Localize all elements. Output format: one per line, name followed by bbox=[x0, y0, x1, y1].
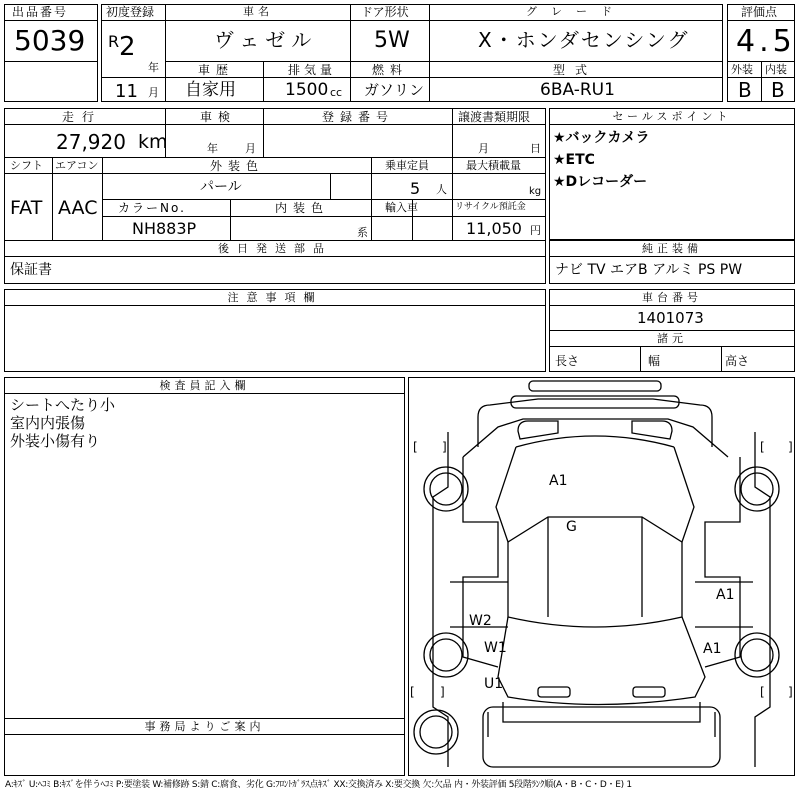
door-label: ドア形状 bbox=[361, 5, 409, 19]
equipment-label: 純正装備 bbox=[642, 242, 702, 255]
reg-month: 11 bbox=[115, 81, 138, 102]
shaken-label: 車検 bbox=[200, 110, 237, 124]
inspector-label: 検査員記入欄 bbox=[159, 379, 250, 392]
grade-label: グレード bbox=[526, 5, 626, 18]
recycle-unit: 円 bbox=[530, 224, 541, 237]
legend: A:ｷｽﾞ U:ﾍｺﾐ B:ｷｽﾞを伴うﾍｺﾐ P:要塗装 W:補修跡 S:錆 C:腐食、劣化 G:ﾌﾛﾝﾄｶﾞﾗｽ点ｷｽﾞ XX:交換済み X:要交換 欠:欠品 内・外装評価 5段階ﾗﾝｸ順(A・B・C・D・E) 1 bbox=[5, 780, 632, 790]
notes-label: 注意事項欄 bbox=[227, 291, 323, 304]
ac-label: エアコン bbox=[55, 159, 99, 172]
lot-number: 5039 bbox=[14, 24, 86, 57]
diagram-bracket: ] bbox=[440, 685, 445, 699]
int-color-kei: 系 bbox=[357, 226, 368, 239]
later-parts-label: 後日発送部品 bbox=[218, 242, 332, 255]
history-row bbox=[165, 61, 723, 102]
car-name: ヴェゼル bbox=[214, 28, 318, 52]
displacement-unit: cc bbox=[330, 86, 343, 99]
regno-label: 登録番号 bbox=[322, 110, 395, 124]
diagram-bracket: ] bbox=[442, 440, 447, 454]
shaken-tsuki: 月 bbox=[245, 142, 256, 155]
load-label: 最大積載量 bbox=[466, 159, 521, 172]
inspector-line: シートへたり小 bbox=[10, 396, 116, 414]
damage-mark: A1 bbox=[716, 587, 735, 603]
exterior-label: 外装 bbox=[731, 63, 753, 76]
equipment-value: ナビ TV エアB アルミ PS PW bbox=[555, 262, 743, 278]
sales-item: ★ETC bbox=[553, 152, 595, 168]
car-label: 車名 bbox=[243, 5, 273, 18]
fuel-value: ガソリン bbox=[364, 81, 425, 99]
shaken-nen: 年 bbox=[207, 142, 218, 155]
diagram-bracket: [ bbox=[760, 685, 765, 699]
spec-height: 高さ bbox=[725, 354, 750, 368]
score-label: 評価点 bbox=[741, 5, 778, 19]
mileage-value: 27,920 bbox=[56, 130, 126, 154]
color-value: パール bbox=[200, 179, 242, 195]
sales-item: ★Dレコーダー bbox=[553, 174, 648, 190]
later-parts-value: 保証書 bbox=[10, 262, 52, 278]
capacity-value: 5 bbox=[410, 179, 421, 198]
inspector-line: 外装小傷有り bbox=[10, 432, 101, 450]
color-no-label: カラーNo. bbox=[118, 201, 186, 215]
exterior-score: B bbox=[738, 78, 752, 102]
interior-label: 内装 bbox=[765, 63, 787, 76]
damage-mark: G bbox=[566, 519, 577, 535]
damage-mark: A1 bbox=[703, 641, 722, 657]
model-label: 型式 bbox=[553, 63, 598, 77]
door-type: 5W bbox=[374, 28, 410, 53]
damage-mark: U1 bbox=[484, 676, 504, 692]
history-value: 自家用 bbox=[185, 80, 236, 100]
inspector-line: 室内内張傷 bbox=[10, 414, 86, 432]
diagram-bracket: ] bbox=[788, 685, 793, 699]
capacity-label: 乗車定員 bbox=[385, 159, 429, 172]
sales-label: セールスポイント bbox=[612, 110, 732, 123]
grade-value: X・ホンダセンシング bbox=[478, 28, 690, 52]
shift-value: FAT bbox=[10, 197, 43, 219]
diagram-bracket: [ bbox=[410, 685, 415, 699]
interior-score: B bbox=[771, 78, 785, 102]
transfer-label: 譲渡書類期限 bbox=[458, 110, 531, 124]
displacement-label: 排気量 bbox=[288, 63, 337, 77]
model-value: 6BA-RU1 bbox=[540, 80, 615, 100]
int-color-label: 内装色 bbox=[275, 201, 330, 215]
reg-tsuki: 月 bbox=[148, 86, 159, 99]
spec-width: 幅 bbox=[648, 354, 661, 368]
recycle-label: リサイクル預託金 bbox=[455, 202, 526, 212]
history-label: 車歴 bbox=[198, 63, 235, 77]
sales-item: ★バックカメラ bbox=[553, 130, 650, 146]
mileage-unit: km bbox=[138, 131, 168, 153]
reg-nen: 年 bbox=[148, 61, 159, 74]
car-diagram bbox=[408, 377, 795, 776]
diagram-bracket: ] bbox=[788, 440, 793, 454]
damage-mark: W1 bbox=[484, 640, 507, 656]
capacity-unit: 人 bbox=[436, 183, 447, 196]
chassis-label: 車台番号 bbox=[642, 291, 702, 304]
specs-label: 諸元 bbox=[657, 332, 687, 345]
load-unit: kg bbox=[529, 186, 542, 197]
color-label: 外装色 bbox=[210, 159, 265, 173]
reg-era: R bbox=[108, 32, 120, 51]
fuel-label: 燃料 bbox=[372, 63, 409, 77]
recycle-value: 11,050 bbox=[466, 219, 522, 238]
import-label: 輸入車 bbox=[385, 201, 418, 214]
ac-value: AAC bbox=[58, 197, 98, 219]
transfer-hi: 日 bbox=[530, 142, 541, 155]
displacement-value: 1500 bbox=[285, 80, 329, 100]
mileage-label: 走行 bbox=[62, 110, 103, 124]
lot-label: 出品番号 bbox=[12, 5, 69, 19]
spec-length: 長さ bbox=[555, 354, 580, 368]
damage-mark: A1 bbox=[549, 473, 568, 489]
office-label: 事務局よりご案内 bbox=[144, 720, 265, 733]
diagram-bracket: [ bbox=[760, 440, 765, 454]
reg-label: 初度登録 bbox=[106, 5, 155, 19]
transfer-tsuki: 月 bbox=[478, 142, 489, 155]
diagram-bracket: [ bbox=[413, 440, 418, 454]
score-value: 4.5 bbox=[736, 24, 796, 59]
damage-mark: W2 bbox=[469, 613, 492, 629]
chassis-value: 1401073 bbox=[637, 309, 704, 327]
color-no-value: NH883P bbox=[132, 219, 197, 238]
reg-year: 2 bbox=[119, 32, 136, 62]
shift-label: シフト bbox=[10, 159, 43, 172]
